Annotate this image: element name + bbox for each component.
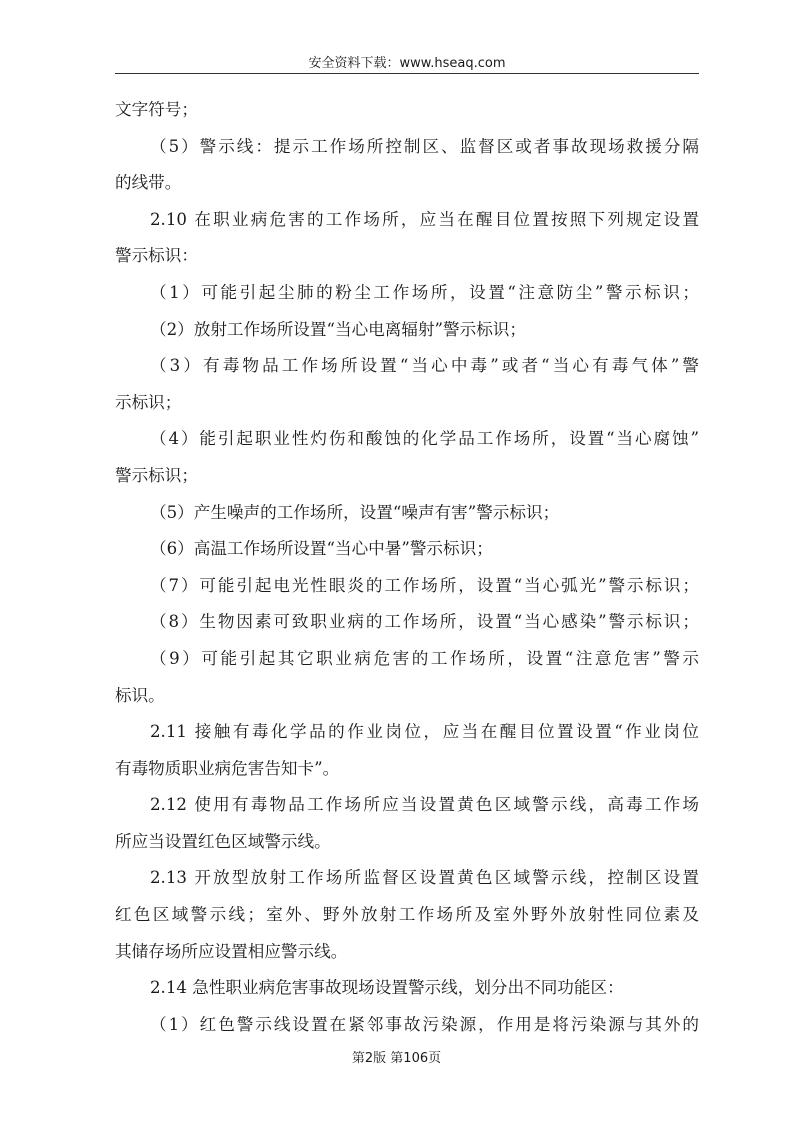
text-line: 标识。 [115,685,165,705]
text-line: 2.13 开放型放射工作场所监督区设置黄色区域警示线，控制区设置 [150,868,699,888]
text-line: 警示标识； [115,465,198,485]
text-line: 示标识； [115,392,182,412]
text-line: （2）放射工作场所设置“当心电离辐射”警示标识； [150,319,526,339]
page-header: 安全资料下载：www.hseaq.com [308,56,506,71]
text-line: 2.11 接触有毒化学品的作业岗位，应当在醒目位置设置“作业岗位 [150,722,699,742]
text-line: 2.10 在职业病危害的工作场所，应当在醒目位置按照下列规定设置 [150,209,699,229]
text-line: （9）可能引起其它职业病危害的工作场所，设置“注意危害”警示 [150,648,699,668]
text-line: （3）有毒物品工作场所设置“当心中毒”或者“当心有毒气体”警 [150,356,699,376]
text-line: 文字符号； [115,100,198,119]
text-line: （6）高温工作场所设置“当心中暑”警示标识； [150,539,493,559]
text-line: 有毒物质职业病危害告知卡”。 [115,758,340,778]
text-line: 2.14 急性职业病危害事故现场设置警示线，划分出不同功能区： [150,978,624,998]
document-body [115,92,699,1043]
text-line: 警示标识： [115,246,198,266]
text-line: （7）可能引起电光性眼炎的工作场所，设置“当心弧光”警示标识； [150,575,699,595]
page-footer: 第2版 第106页 [351,1051,442,1066]
text-line: （5）警示线：提示工作场所控制区、监督区或者事故现场救援分隔 [150,136,699,156]
text-line: 其储存场所应设置相应警示线。 [115,941,348,961]
text-line: （1）红色警示线设置在紧邻事故污染源，作用是将污染源与其外的 [150,1014,699,1034]
text-line: 2.12 使用有毒物品工作场所应当设置黄色区域警示线，高毒工作场 [150,795,699,815]
text-line: 的线带。 [115,173,182,193]
text-line: （5）产生噪声的工作场所，设置“噪声有害”警示标识； [150,502,560,522]
text-line: 所应当设置红色区域警示线。 [115,831,331,851]
text-line: 红色区域警示线；室外、野外放射工作场所及室外野外放射性同位素及 [115,905,699,925]
text-line: （8）生物因素可致职业病的工作场所，设置“当心感染”警示标识； [150,612,699,632]
text-line: （4）能引起职业性灼伤和酸蚀的化学品工作场所，设置“当心腐蚀” [150,429,699,449]
text-line: （1）可能引起尘肺的粉尘工作场所，设置“注意防尘”警示标识； [150,282,699,302]
header-divider [115,73,699,74]
